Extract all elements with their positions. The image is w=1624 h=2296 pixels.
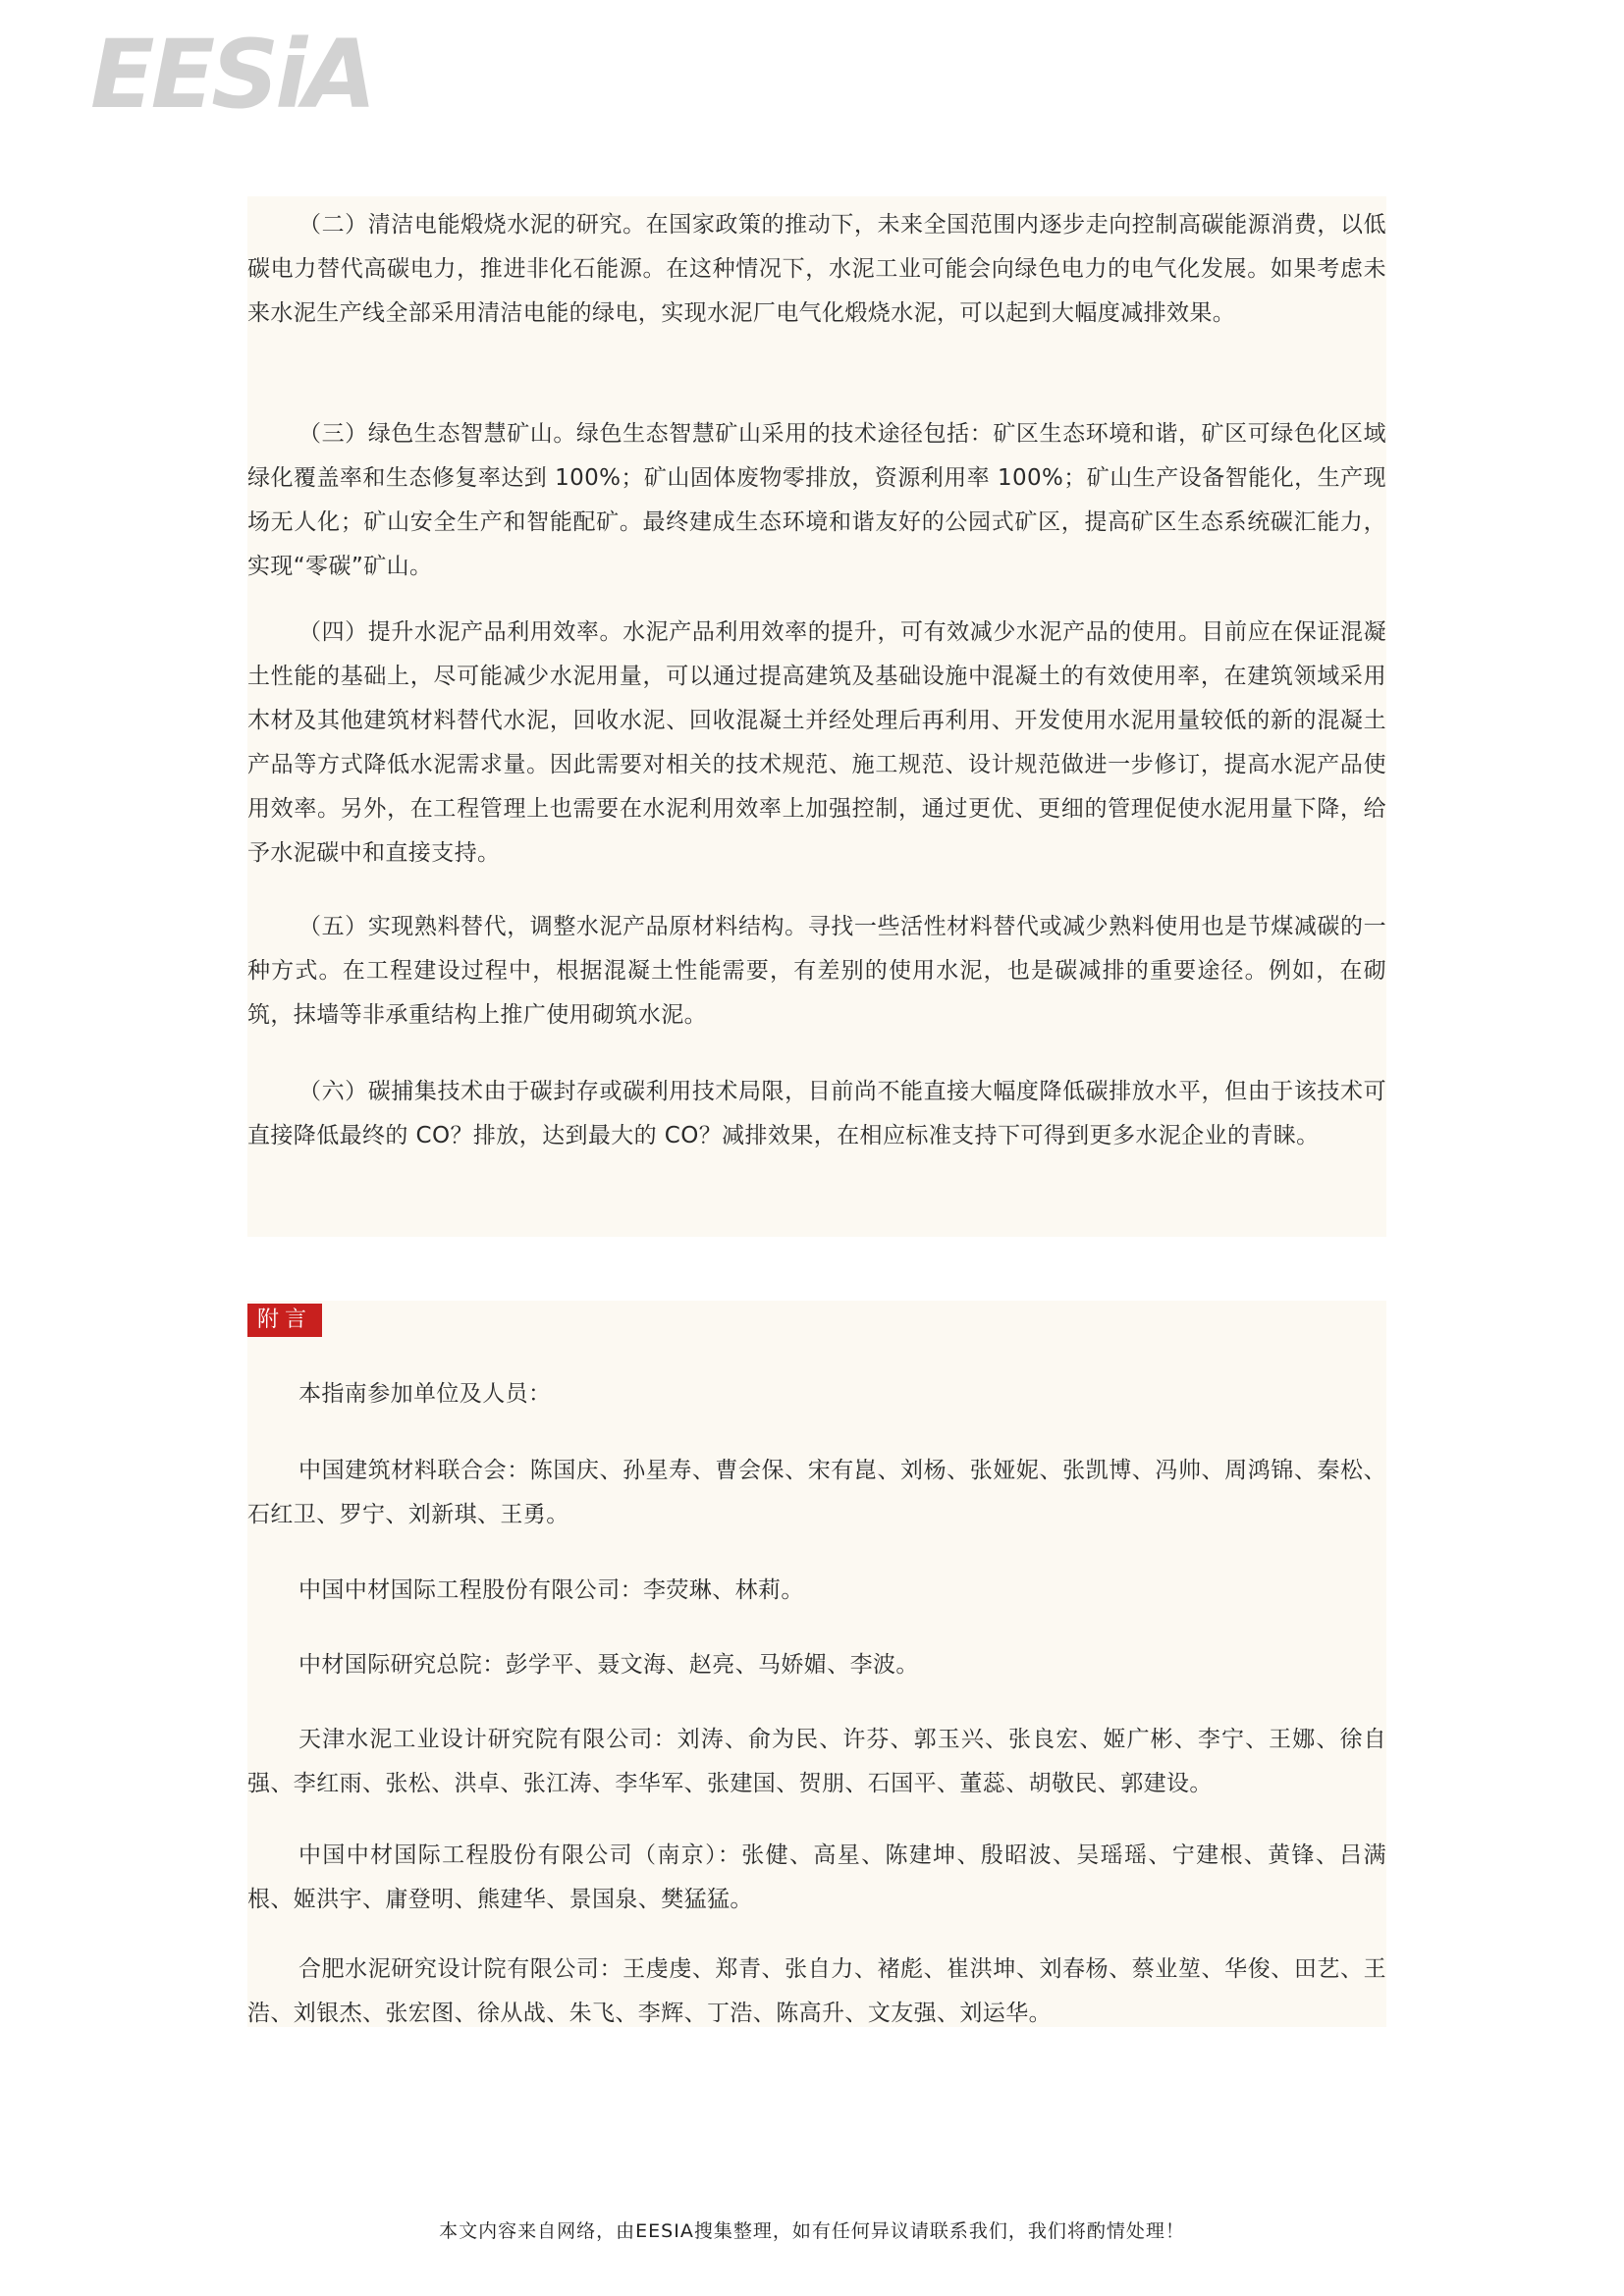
footer-disclaimer: 本文内容来自网络，由EESIA搜集整理，如有任何异议请联系我们，我们将酌情处理！: [439, 2220, 1185, 2242]
appendix-entry: 中材国际研究总院：彭学平、聂文海、赵亮、马娇媚、李波。: [298, 1652, 919, 1678]
appendix-entry: 中国中材国际工程股份有限公司（南京）：张健、高星、陈建坤、殷昭波、吴瑶瑶、宁建根、黄锋、吕满根、姬洪宇、庸登明、熊建华、景国泉、樊猛猛。: [247, 1842, 1386, 1912]
appendix-entry: 中国建筑材料联合会：陈国庆、孙星寿、曹会保、宋有崑、刘杨、张娅妮、张凯博、冯帅、周鸿锦、秦松、石红卫、罗宁、刘新琪、王勇。: [247, 1458, 1386, 1527]
paragraph-clean-electricity: （二）清洁电能煅烧水泥的研究。在国家政策的推动下，未来全国范围内逐步走向控制高碳能源消费，以低碳电力替代高碳电力，推进非化石能源。在这种情况下，水泥工业可能会向绿色电力的电气化发展。如果考虑未来水泥生产线全部采用清洁电能的绿电，实现水泥厂电气化煅烧水泥，可以起到大幅度减排效果。: [247, 212, 1386, 326]
appendix-entry: 中国中材国际工程股份有限公司：李荧琳、林莉。: [298, 1577, 804, 1603]
eesia-logo: EESiA: [90, 20, 373, 130]
appendix-entry: 天津水泥工业设计研究院有限公司：刘涛、俞为民、许芬、郭玉兴、张良宏、姬广彬、李宁、王娜、徐自强、李红雨、张松、洪卓、张江涛、李华军、张建国、贺朋、石国平、董蕊、胡敬民、郭建设。: [247, 1727, 1386, 1796]
paragraph-green-mine: （三）绿色生态智慧矿山。绿色生态智慧矿山采用的技术途径包括：矿区生态环境和谐，矿区可绿色化区域绿化覆盖率和生态修复率达到 100%；矿山固体废物零排放，资源利用率 100%；矿山生产设备智能化，生产现场无人化；矿山安全生产和智能配矿。最终建成生态环境和谐友好的公园式矿区，提高矿区生态系统碳汇能力，实现“零碳”矿山。: [247, 421, 1386, 579]
appendix-tag: 附言: [247, 1304, 322, 1337]
paragraph-clinker-substitution: （五）实现熟料替代，调整水泥产品原材料结构。寻找一些活性材料替代或减少熟料使用也是节煤减碳的一种方式。在工程建设过程中，根据混凝土性能需要，有差别的使用水泥，也是碳减排的重要途径。例如，在砌筑，抹墙等非承重结构上推广使用砌筑水泥。: [247, 914, 1386, 1028]
paragraph-carbon-capture: （六）碳捕集技术由于碳封存或碳利用技术局限，目前尚不能直接大幅度降低碳排放水平，但由于该技术可直接降低最终的 CO？排放，达到最大的 CO？减排效果，在相应标准支持下可得到更多水泥企业的青睐。: [247, 1079, 1386, 1148]
paragraph-cement-efficiency: （四）提升水泥产品利用效率。水泥产品利用效率的提升，可有效减少水泥产品的使用。目前应在保证混凝土性能的基础上，尽可能减少水泥用量，可以通过提高建筑及基础设施中混凝土的有效使用率，在建筑领域采用木材及其他建筑材料替代水泥，回收水泥、回收混凝土并经处理后再利用、开发使用水泥用量较低的新的混凝土产品等方式降低水泥需求量。因此需要对相关的技术规范、施工规范、设计规范做进一步修订，提高水泥产品使用效率。另外，在工程管理上也需要在水泥利用效率上加强控制，通过更优、更细的管理促使水泥用量下降，给予水泥碳中和直接支持。: [247, 619, 1386, 866]
appendix-entry: 合肥水泥研究设计院有限公司：王虔虔、郑青、张自力、褚彪、崔洪坤、刘春杨、蔡业堃、华俊、田艺、王浩、刘银杰、张宏图、徐从战、朱飞、李辉、丁浩、陈高升、文友强、刘运华。: [247, 1956, 1386, 2026]
appendix-intro: 本指南参加单位及人员：: [298, 1381, 552, 1407]
